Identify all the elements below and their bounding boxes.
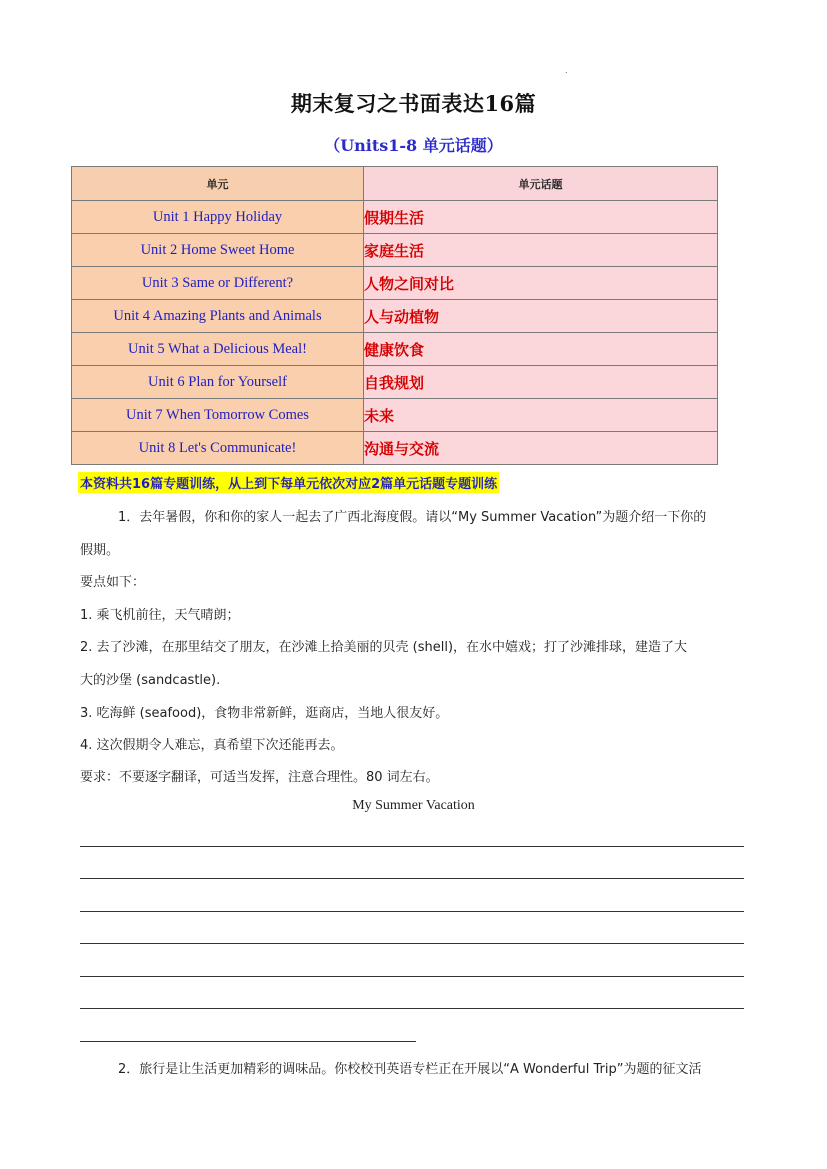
writing-line bbox=[80, 911, 744, 912]
task1-point-4: 4. 这次假期令人难忘，真希望下次还能再去。 bbox=[80, 738, 344, 753]
task1-intro-line1: 1．去年暑假，你和你的家人一起去了广西北海度假。请以“My Summer Vacation”为题介绍一下你的 bbox=[118, 510, 707, 525]
table-row bbox=[72, 300, 718, 333]
essay-title: My Summer Vacation bbox=[352, 798, 475, 813]
unit-cell: Unit 2 Home Sweet Home bbox=[72, 234, 364, 267]
unit-cell: Unit 5 What a Delicious Meal! bbox=[72, 333, 364, 366]
table-row bbox=[72, 333, 718, 366]
table-header-row bbox=[72, 167, 718, 201]
table-row bbox=[72, 267, 718, 300]
task1-point-2-line2: 大的沙堡 (sandcastle). bbox=[80, 673, 221, 688]
unit-cell: Unit 8 Let's Communicate! bbox=[72, 432, 364, 465]
column-header-topic: 单元话题 bbox=[364, 167, 718, 201]
topic-cell: 人物之间对比 bbox=[364, 267, 718, 300]
writing-line bbox=[80, 1008, 744, 1009]
page-mark: . bbox=[565, 66, 568, 75]
topic-cell: 人与动植物 bbox=[364, 300, 718, 333]
task1-point-3: 3. 吃海鲜 (seafood)，食物非常新鲜，逛商店，当地人很友好。 bbox=[80, 706, 449, 721]
task1-point-2-line1: 2. 去了沙滩，在那里结交了朋友，在沙滩上拾美丽的贝壳 (shell)，在水中嬉戏；打了沙滩排球，建造了大 bbox=[80, 640, 688, 655]
table-row bbox=[72, 399, 718, 432]
table-row bbox=[72, 366, 718, 399]
task1-intro-line2: 假期。 bbox=[80, 543, 120, 558]
topic-cell: 假期生活 bbox=[364, 201, 718, 234]
unit-cell: Unit 4 Amazing Plants and Animals bbox=[72, 300, 364, 333]
unit-cell: Unit 6 Plan for Yourself bbox=[72, 366, 364, 399]
unit-topic-table bbox=[71, 166, 718, 465]
table-row bbox=[72, 234, 718, 267]
writing-line bbox=[80, 878, 744, 879]
topic-cell: 沟通与交流 bbox=[364, 432, 718, 465]
writing-line bbox=[80, 943, 744, 944]
page-subtitle: （Units1-8 单元话题） bbox=[324, 136, 503, 155]
page-title: 期末复习之书面表达16篇 bbox=[290, 91, 537, 116]
table-row bbox=[72, 432, 718, 465]
writing-line bbox=[80, 846, 744, 847]
column-header-unit: 单元 bbox=[72, 167, 364, 201]
table-row bbox=[72, 201, 718, 234]
writing-line bbox=[80, 976, 744, 977]
task1-points-heading: 要点如下： bbox=[80, 575, 146, 590]
topic-cell: 自我规划 bbox=[364, 366, 718, 399]
writing-line bbox=[80, 1041, 416, 1042]
task1-point-1: 1. 乘飞机前往，天气晴朗； bbox=[80, 608, 240, 623]
topic-cell: 健康饮食 bbox=[364, 333, 718, 366]
unit-cell: Unit 1 Happy Holiday bbox=[72, 201, 364, 234]
highlighted-note: 本资料共16篇专题训练，从上到下每单元依次对应2篇单元话题专题训练 bbox=[78, 472, 499, 493]
topic-cell: 未来 bbox=[364, 399, 718, 432]
task1-requirement: 要求：不要逐字翻译，可适当发挥，注意合理性。80 词左右。 bbox=[80, 770, 439, 785]
topic-cell: 家庭生活 bbox=[364, 234, 718, 267]
task2-intro-line1: 2．旅行是让生活更加精彩的调味品。你校校刊英语专栏正在开展以“A Wonderful Trip”为题的征文活 bbox=[118, 1062, 702, 1077]
unit-cell: Unit 7 When Tomorrow Comes bbox=[72, 399, 364, 432]
unit-cell: Unit 3 Same or Different? bbox=[72, 267, 364, 300]
